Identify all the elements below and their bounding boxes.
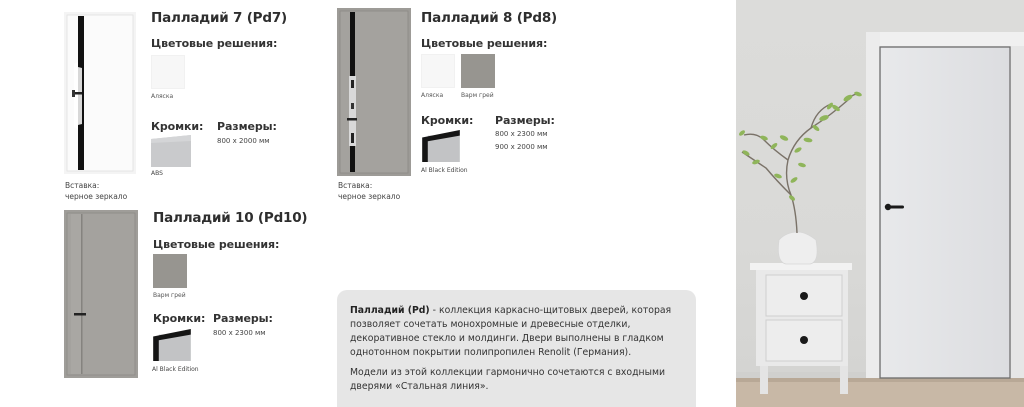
- size-value: 800 x 2000 мм: [217, 137, 270, 145]
- colors-heading: Цветовые решения:: [151, 37, 278, 50]
- edge-sample-al-black: [152, 329, 192, 361]
- interior-photo: [736, 0, 1024, 407]
- product-title: Палладий 7 (Pd7): [151, 10, 287, 26]
- edge-label: ABS: [151, 170, 163, 177]
- colors-heading: Цветовые решения:: [421, 37, 548, 50]
- edge-label: Al Black Edition: [152, 366, 199, 373]
- size-value: 800 x 2300 мм: [495, 130, 548, 138]
- sizes-heading: Размеры:: [213, 312, 273, 325]
- collection-info-box: [337, 290, 696, 407]
- swatch-label: Варм грей: [153, 292, 186, 299]
- info-description: - коллекция каркасно-щитовых дверей, которая позволяет сочетать монохромные и древесные отделки, декоративное стекло и молдинги. Двери выполнены в гладком однотонном покрытии полипропилен Renolit (Германия).: [350, 305, 672, 358]
- insert-label: Вставка:: [65, 181, 100, 190]
- info-brand: Палладий (Pd): [350, 305, 430, 316]
- product-title: Палладий 8 (Pd8): [421, 10, 557, 26]
- info-paragraph-2: Модели из этой коллекции гармонично сочетаются с входными дверями «Стальная линия».: [350, 367, 666, 392]
- door-pd10-image: [64, 210, 138, 378]
- edge-label: Al Black Edition: [421, 167, 468, 174]
- product-title: Палладий 10 (Pd10): [153, 210, 308, 226]
- sizes-heading: Размеры:: [495, 114, 555, 127]
- edges-heading: Кромки:: [421, 114, 474, 127]
- insert-value: черное зеркало: [338, 192, 401, 201]
- size-value: 900 x 2000 мм: [495, 143, 548, 151]
- door-pd7-image: [64, 12, 136, 174]
- color-swatch-alaska[interactable]: [421, 54, 455, 88]
- size-value: 800 x 2300 мм: [213, 329, 266, 337]
- insert-caption-pd7: [65, 180, 127, 202]
- interior-scene: [736, 0, 1024, 407]
- swatch-label: Аляска: [151, 93, 174, 100]
- edges-heading: Кромки:: [151, 120, 204, 133]
- color-swatch-alaska[interactable]: [151, 55, 185, 89]
- swatch-label: Варм грей: [461, 92, 494, 99]
- sizes-heading: Размеры:: [217, 120, 277, 133]
- edge-sample-al-black: [421, 130, 461, 162]
- edges-heading: Кромки:: [153, 312, 206, 325]
- color-swatch-warm-grey[interactable]: [153, 254, 187, 288]
- swatch-label: Аляска: [421, 92, 444, 99]
- edge-sample-abs: [151, 135, 191, 167]
- insert-label: Вставка:: [338, 181, 373, 190]
- door-pd8-image: [337, 8, 411, 176]
- colors-heading: Цветовые решения:: [153, 238, 280, 251]
- color-swatch-warm-grey[interactable]: [461, 54, 495, 88]
- insert-caption-pd8: [338, 180, 400, 202]
- info-paragraph-1: [350, 304, 684, 360]
- insert-value: черное зеркало: [65, 192, 128, 201]
